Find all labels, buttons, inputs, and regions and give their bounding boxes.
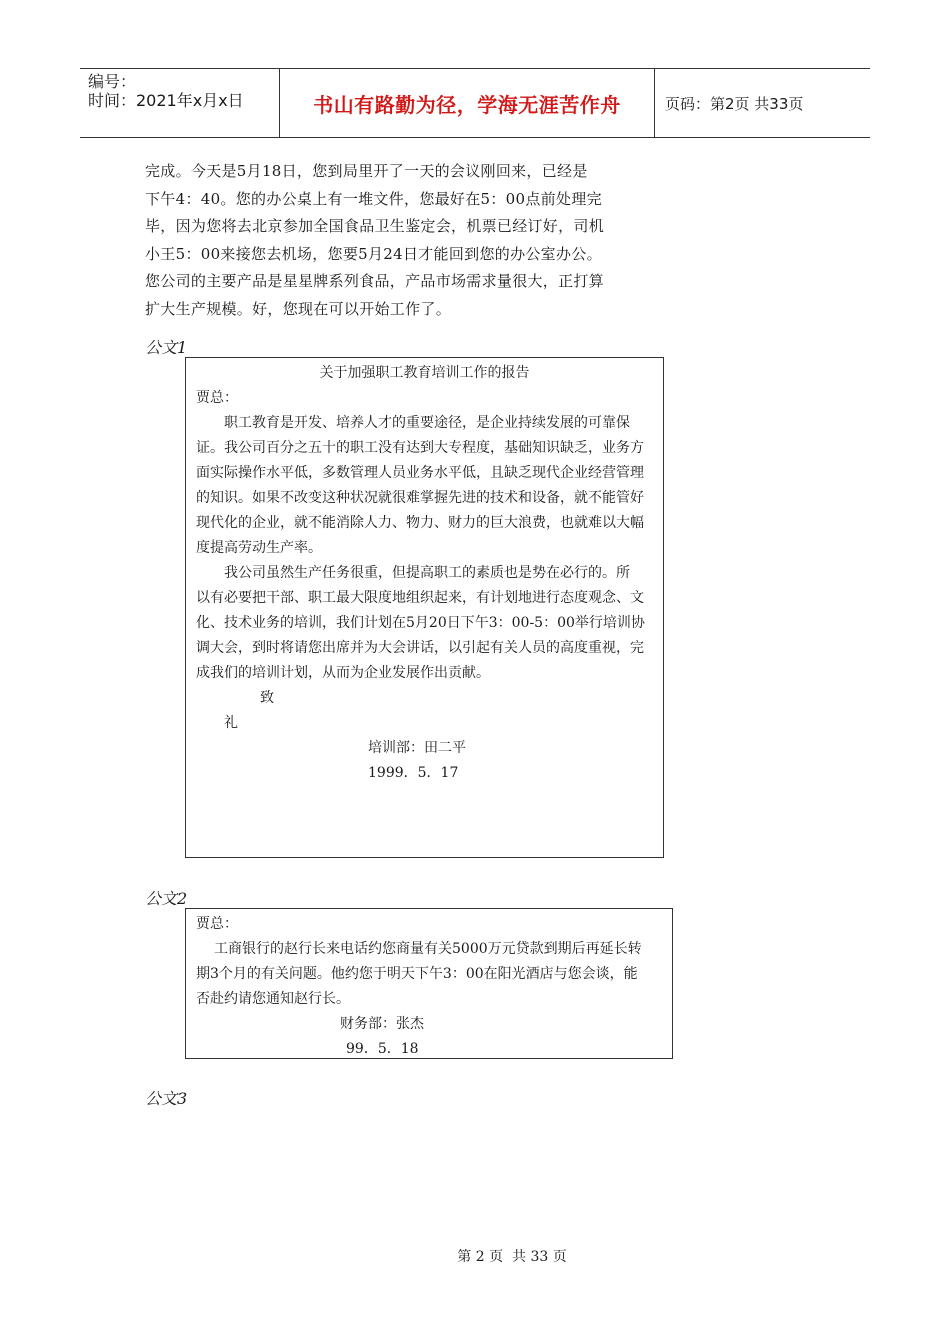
header-page-info: 页码：第2页 共33页 [665, 94, 804, 113]
doc2-label: 公文2 [145, 889, 188, 908]
doc1-label: 公文1 [145, 338, 188, 357]
header-meta [80, 69, 280, 137]
doc1-line: 面实际操作水平低，多数管理人员业务水平低，且缺乏现代企业经营管理 [196, 465, 644, 481]
intro-line: 完成。今天是5月18日，您到局里开了一天的会议刚回来，已经是 [145, 162, 588, 180]
doc2-line: 否赴约请您通知赵行长。 [196, 991, 350, 1007]
doc1-line: 现代化的企业，就不能消除人力、物力、财力的巨大浪费，也就难以大幅 [196, 515, 644, 531]
header-motto-cell [280, 69, 655, 137]
footer-page-number: 第 2 页 共 33 页 [457, 1249, 567, 1265]
doc2-salutation: 贾总： [196, 916, 238, 932]
doc1-line: 度提高劳动生产率。 [196, 540, 322, 556]
doc1-line: 成我们的培训计划，从而为企业发展作出贡献。 [196, 665, 490, 681]
intro-line: 毕，因为您将去北京参加全国食品卫生鉴定会，机票已经订好，司机 [145, 217, 605, 235]
doc1-line: 我公司虽然生产任务很重，但提高职工的素质也是势在必行的。所 [224, 565, 630, 581]
number-label: 编号： [88, 72, 137, 91]
intro-line: 扩大生产规模。好，您现在可以开始工作了。 [145, 299, 452, 318]
intro-line: 下午4：40。您的办公桌上有一堆文件，您最好在5：00点前处理完 [145, 189, 602, 208]
intro-line: 您公司的主要产品是星星牌系列食品，产品市场需求量很大，正打算 [145, 272, 605, 290]
doc1-title: 关于加强职工教育培训工作的报告 [319, 365, 530, 381]
doc2-line: 期3个月的有关问题。他约您于明天下午3：00在阳光酒店与您会谈，能 [196, 966, 638, 982]
doc1-salutation: 贾总： [196, 390, 238, 406]
doc1-line: 以有必要把干部、职工最大限度地组织起来，有计划地进行态度观念、文 [196, 590, 644, 606]
intro-text [145, 158, 675, 323]
doc1-line: 职工教育是开发、培养人才的重要途径，是企业持续发展的可靠保 [224, 415, 630, 431]
doc1-closing-1: 致 [260, 690, 274, 706]
doc1-line: 化、技术业务的培训，我们计划在5月20日下午3：00-5：00举行培训协 [196, 615, 645, 631]
doc1-line: 调大会，到时将请您出席并为大会讲话，以引起有关人员的高度重视，完 [196, 640, 644, 656]
doc1-line: 的知识。如果不改变这种状况就很难掌握先进的技术和设备，就不能管好 [196, 490, 644, 506]
doc2-line: 工商银行的赵行长来电话约您商量有关5000万元贷款到期后再延长转 [214, 941, 642, 957]
doc1-line: 证。我公司百分之五十的职工没有达到大专程度，基础知识缺乏，业务方 [196, 440, 644, 456]
doc2-signature: 财务部：张杰 [340, 1016, 424, 1032]
page-header [80, 68, 870, 138]
header-motto: 书山有路勤为径，学海无涯苦作舟 [313, 92, 621, 117]
doc3-label: 公文3 [145, 1089, 188, 1108]
doc1-signature: 培训部：田二平 [368, 740, 466, 756]
doc1-date: 1999．5．17 [368, 765, 459, 781]
doc1-closing-2: 礼 [224, 715, 238, 731]
doc1-box [185, 357, 664, 858]
doc2-box [185, 908, 673, 1059]
intro-line: 小王5：00来接您去机场，您要5月24日才能回到您的办公室办公。 [145, 244, 602, 263]
time-label: 时间：2021年x月x日 [88, 91, 244, 110]
doc2-date: 99．5．18 [346, 1041, 419, 1057]
page-footer [0, 1246, 950, 1266]
